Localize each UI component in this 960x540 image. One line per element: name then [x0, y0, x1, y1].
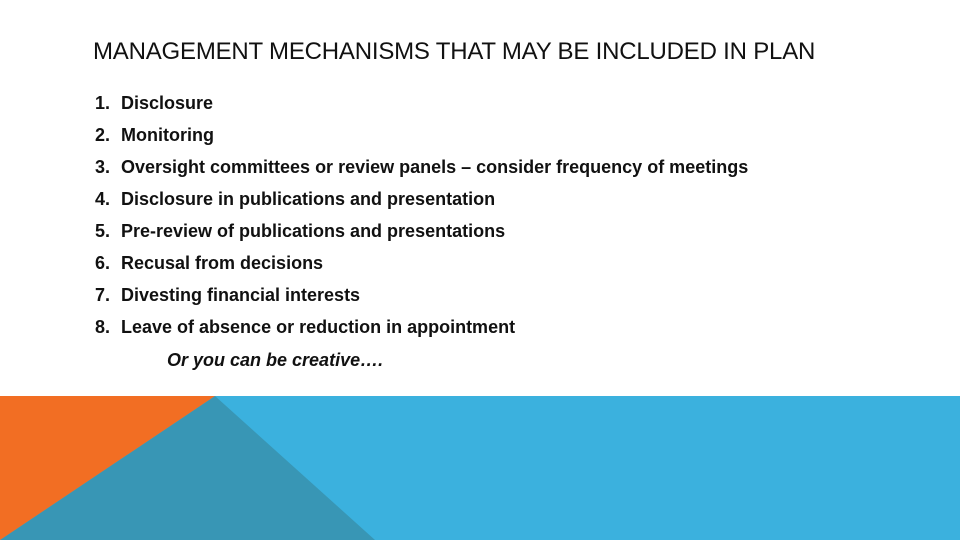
list-item-text: Disclosure in publications and presentation: [121, 189, 496, 209]
list-item: [95, 250, 748, 282]
mechanism-list: [95, 90, 748, 346]
list-item-number: 7.: [95, 285, 111, 305]
list-item: [95, 282, 748, 314]
list-item: [95, 186, 748, 218]
list-item-number: 5.: [95, 221, 111, 241]
list-item-number: 4.: [95, 189, 111, 209]
list-item-number: 1.: [95, 93, 111, 113]
list-item-text: Leave of absence or reduction in appointment: [121, 317, 516, 337]
decorative-footer-band: [0, 396, 960, 540]
list-item: [95, 218, 748, 250]
list-item: [95, 314, 748, 346]
list-item: [95, 122, 748, 154]
list-item-text: Pre-review of publications and presentations: [121, 221, 506, 241]
list-item-text: Recusal from decisions: [121, 253, 324, 273]
slide-title: MANAGEMENT MECHANISMS THAT MAY BE INCLUDED IN PLAN: [93, 38, 816, 65]
list-item-text: Monitoring: [121, 125, 214, 145]
list-item: [95, 90, 748, 122]
closing-note: Or you can be creative….: [167, 350, 384, 370]
list-item-number: 2.: [95, 125, 111, 145]
list-item-number: 8.: [95, 317, 111, 337]
list-item-number: 3.: [95, 157, 111, 177]
list-item-number: 6.: [95, 253, 111, 273]
list-item: [95, 154, 748, 186]
list-item-text: Oversight committees or review panels – consider frequency of meetings: [121, 157, 749, 177]
list-item-text: Divesting financial interests: [121, 285, 361, 305]
list-item-text: Disclosure: [121, 93, 214, 113]
